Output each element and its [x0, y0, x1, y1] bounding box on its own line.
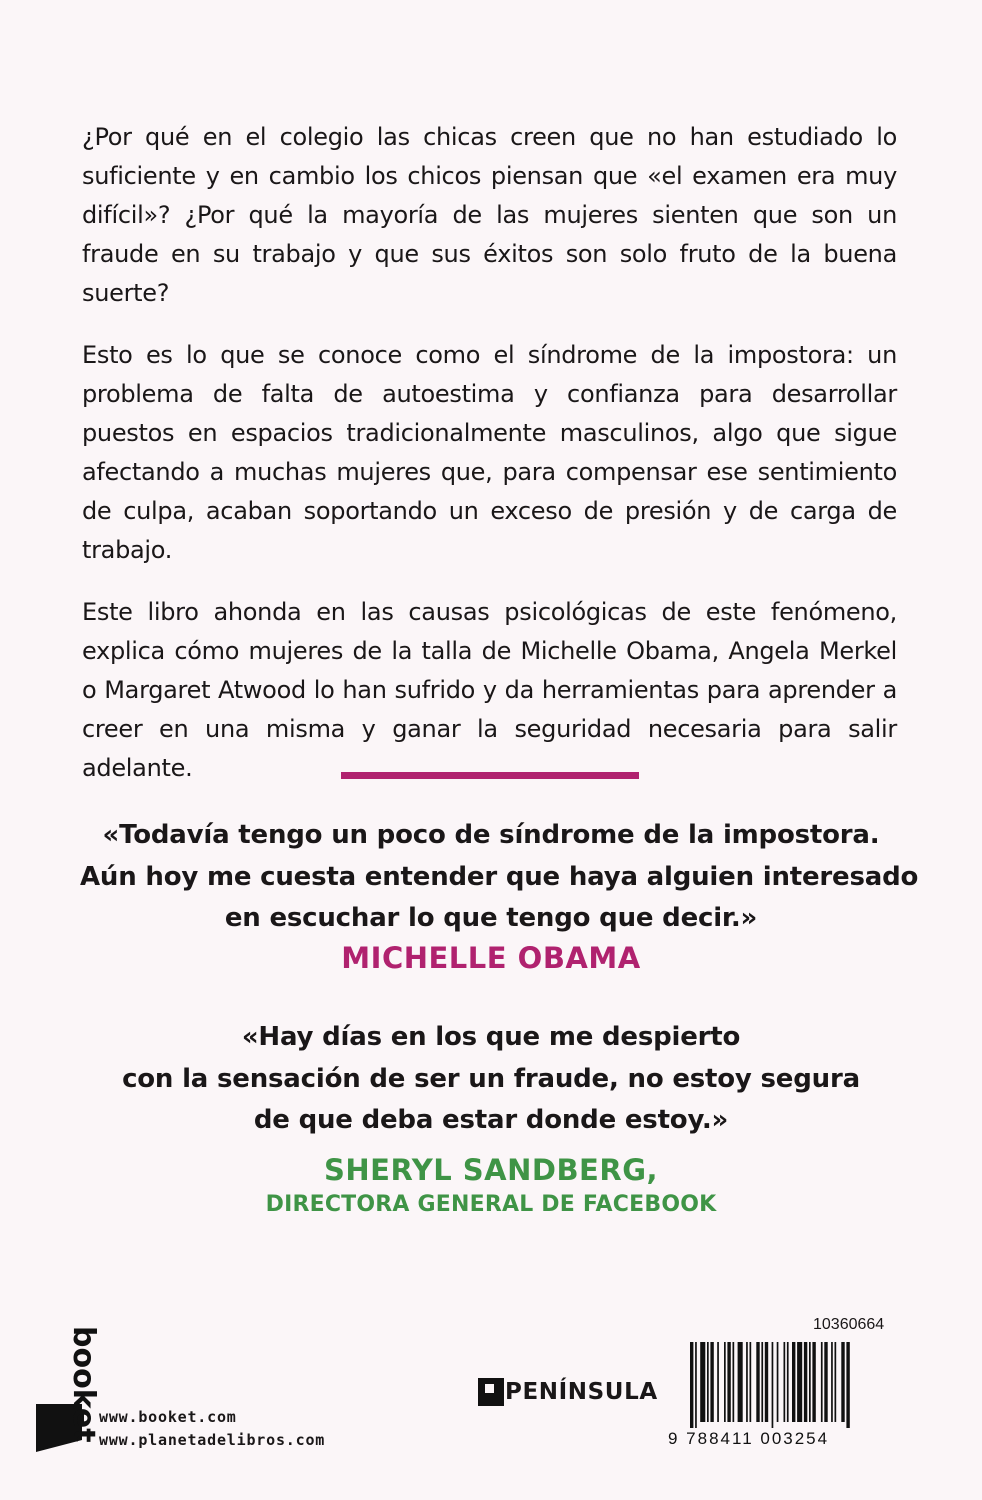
- quote-sheryl-sandberg: [80, 1017, 902, 1142]
- barcode-bar: [738, 1342, 743, 1422]
- barcode-bar: [717, 1342, 719, 1422]
- barcode-bar: [797, 1342, 802, 1422]
- quote-line: en escuchar lo que tengo que decir.»: [224, 903, 758, 933]
- quote-line: «Hay días en los que me despierto: [241, 1022, 741, 1052]
- peninsula-logo: [478, 1376, 658, 1408]
- quote-author-michelle-obama: MICHELLE OBAMA: [341, 941, 641, 975]
- barcode-bar: [690, 1342, 693, 1428]
- quote-line: de que deba estar donde estoy.»: [253, 1105, 729, 1135]
- url-booket[interactable]: www.booket.com: [99, 1408, 237, 1426]
- barcode-bar: [733, 1342, 735, 1422]
- barcode-bar: [784, 1342, 786, 1422]
- peninsula-mark-icon: [478, 1378, 504, 1406]
- synopsis-paragraph-1: ¿Por qué en el colegio las chicas creen que no han estudiado lo suficiente y en cambio los chicos piensan que «el examen era muy difícil»? ¿Por qué la mayoría de las mujeres sienten que son un fraude en su trabajo y que sus éxitos son solo fruto de la buena suerte?: [82, 123, 897, 307]
- booket-logo-icon: [34, 1322, 101, 1452]
- barcode-bar: [777, 1342, 779, 1422]
- quote-line: Aún hoy me cuesta entender que haya alguien interesado: [80, 861, 919, 892]
- barcode-bar: [821, 1342, 823, 1422]
- barcode-bar: [809, 1342, 811, 1422]
- barcode-bar: [707, 1342, 709, 1422]
- publisher-name: PENÍNSULA: [505, 1379, 658, 1405]
- quote-author-sheryl-sandberg: SHERYL SANDBERG,: [323, 1153, 659, 1187]
- quote-line: «Todavía tengo un poco de síndrome de la impostora.: [102, 820, 880, 850]
- internal-code: 10360664: [813, 1316, 885, 1333]
- barcode-bar: [727, 1342, 730, 1422]
- barcode-bar: [804, 1342, 807, 1422]
- quote-line: con la sensación de ser un fraude, no estoy segura: [122, 1063, 860, 1094]
- barcode-bar: [824, 1342, 827, 1422]
- booket-logo-text: booket: [66, 1326, 101, 1443]
- website-links: [99, 1406, 325, 1452]
- section-divider: [341, 772, 639, 779]
- barcode-bar: [812, 1342, 815, 1422]
- barcode-bar: [835, 1342, 837, 1422]
- barcode-bar: [765, 1342, 768, 1422]
- synopsis-paragraph-2: Esto es lo que se conoce como el síndrome de la impostora: un problema de falta de autoestima y confianza para desarrollar puestos en espacios tradicionalmente masculinos, algo que sigue afectando a muchas mujeres que, para compensar ese sentimiento de culpa, acaban soportando un exceso de presión y de carga de trabajo.: [82, 341, 897, 564]
- barcode-bar: [772, 1342, 774, 1428]
- barcode-bar: [746, 1342, 748, 1422]
- barcode-bar: [846, 1342, 849, 1428]
- synopsis: [82, 118, 897, 811]
- synopsis-paragraph-3: Este libro ahonda en las causas psicológicas de este fenómeno, explica cómo mujeres de la talla de Michelle Obama, Angela Merkel o Margaret Atwood lo han sufrido y da herramientas para aprender a creer en una misma y ganar la seguridad necesaria para salir adelante.: [82, 598, 897, 782]
- url-planetadelibros[interactable]: www.planetadelibros.com: [99, 1431, 326, 1449]
- barcode-bar: [787, 1342, 789, 1422]
- barcode-bar: [710, 1342, 713, 1422]
- barcode-bar: [831, 1342, 833, 1422]
- isbn-number: 9 788411 003254: [668, 1429, 830, 1448]
- barcode-bar: [750, 1342, 752, 1422]
- barcode-bar: [695, 1342, 697, 1428]
- barcode-bar: [700, 1342, 705, 1422]
- barcode-bar: [841, 1342, 844, 1422]
- barcode-bar: [724, 1342, 726, 1422]
- barcode-icon: [668, 1340, 890, 1446]
- quote-author-title: DIRECTORA GENERAL DE FACEBOOK: [265, 1192, 717, 1217]
- barcode-bar: [792, 1342, 795, 1422]
- barcode-bar: [761, 1342, 763, 1422]
- quote-michelle-obama: [80, 815, 919, 940]
- barcode-bar: [756, 1342, 759, 1422]
